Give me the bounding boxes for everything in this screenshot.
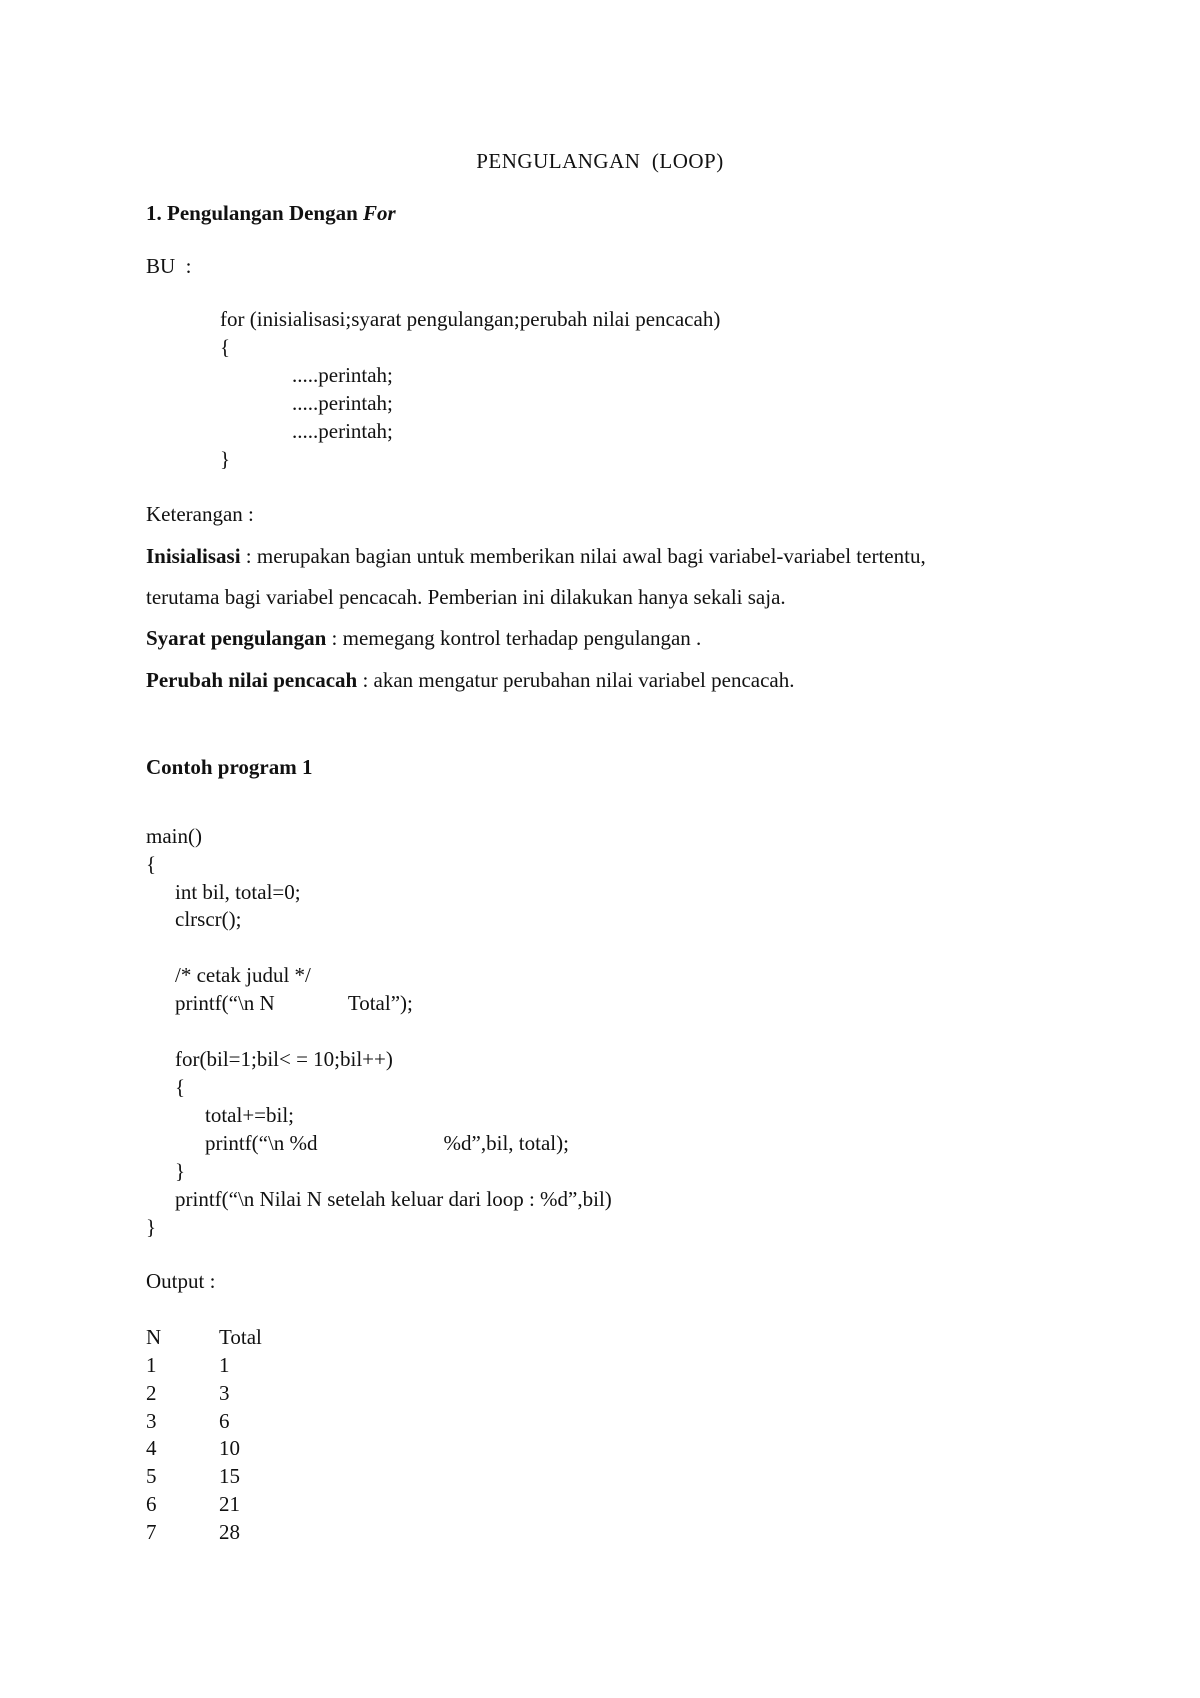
output-header-total: Total xyxy=(219,1325,262,1349)
syntax-close-brace: } xyxy=(220,447,231,471)
output-label: Output : xyxy=(146,1269,216,1293)
output-row-total: 6 xyxy=(219,1409,230,1433)
output-row-n: 6 xyxy=(146,1492,157,1516)
keterangan-item xyxy=(146,667,795,693)
section-heading-text: 1. Pengulangan Dengan xyxy=(146,201,364,225)
keterangan-label: Keterangan : xyxy=(146,502,254,526)
code-line: for(bil=1;bil< = 10;bil++) xyxy=(175,1047,393,1071)
keterangan-term: Perubah nilai pencacah xyxy=(146,668,358,692)
keterangan-text: terutama bagi variabel pencacah. Pemberian ini dilakukan hanya sekali saja. xyxy=(146,585,786,609)
keterangan-item xyxy=(146,543,926,569)
output-row-total: 3 xyxy=(219,1381,230,1405)
code-line: printf(“\n %d %d”,bil, total); xyxy=(205,1131,569,1155)
code-line: int bil, total=0; xyxy=(175,880,301,904)
code-line: } xyxy=(175,1159,186,1183)
syntax-for-line: for (inisialisasi;syarat pengulangan;perubah nilai pencacah) xyxy=(220,307,721,331)
output-row-total: 1 xyxy=(219,1353,230,1377)
syntax-label: BU : xyxy=(146,254,192,278)
output-header-n: N xyxy=(146,1325,162,1349)
section-heading xyxy=(146,200,396,226)
code-line: clrscr(); xyxy=(175,907,242,931)
output-row-n: 2 xyxy=(146,1381,157,1405)
output-row-n: 7 xyxy=(146,1520,157,1544)
syntax-open-brace: { xyxy=(220,335,231,359)
output-row-n: 1 xyxy=(146,1353,157,1377)
syntax-command: .....perintah; xyxy=(292,419,393,443)
code-line: { xyxy=(175,1075,186,1099)
code-line: printf(“\n Nilai N setelah keluar dari loop : %d”,bil) xyxy=(175,1187,612,1211)
page-title: PENGULANGAN (LOOP) xyxy=(476,149,724,173)
keterangan-item xyxy=(146,584,786,610)
code-line: printf(“\n N Total”); xyxy=(175,991,413,1015)
output-row-total: 21 xyxy=(219,1492,240,1516)
code-line: main() xyxy=(146,824,202,848)
output-row-total: 28 xyxy=(219,1520,240,1544)
keterangan-text: : akan mengatur perubahan nilai variabel pencacah. xyxy=(357,668,795,692)
syntax-command: .....perintah; xyxy=(292,391,393,415)
output-row-n: 5 xyxy=(146,1464,157,1488)
code-line: total+=bil; xyxy=(205,1103,295,1127)
code-line: } xyxy=(146,1215,157,1239)
syntax-command: .....perintah; xyxy=(292,363,393,387)
keterangan-text: : memegang kontrol terhadap pengulangan . xyxy=(326,626,702,650)
keterangan-item xyxy=(146,625,701,651)
output-row-total: 10 xyxy=(219,1436,240,1460)
output-row-n: 3 xyxy=(146,1409,157,1433)
example-heading: Contoh program 1 xyxy=(146,755,313,779)
code-line: /* cetak judul */ xyxy=(175,963,311,987)
code-line: { xyxy=(146,852,157,876)
keterangan-text: : merupakan bagian untuk memberikan nilai awal bagi variabel-variabel tertentu, xyxy=(240,544,926,568)
keterangan-term: Syarat pengulangan xyxy=(146,626,327,650)
keterangan-term: Inisialisasi xyxy=(146,544,241,568)
output-row-n: 4 xyxy=(146,1436,157,1460)
section-heading-keyword: For xyxy=(363,201,396,225)
output-row-total: 15 xyxy=(219,1464,240,1488)
